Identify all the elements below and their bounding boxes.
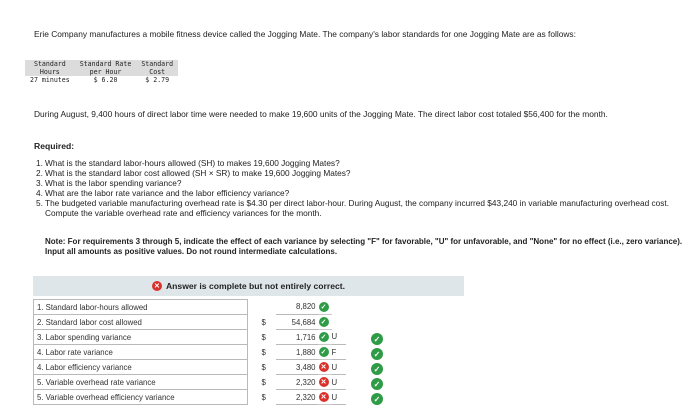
currency-symbol: $	[261, 317, 266, 327]
requirement-4: 4. What are the labor rate variance and the labor efficiency variance?	[36, 188, 290, 198]
answer-input[interactable]: 2,320	[276, 390, 318, 405]
effect-select[interactable]: U	[332, 330, 346, 345]
effect-select[interactable]: U	[332, 375, 346, 390]
std-hours-value: 27 minutes	[30, 76, 70, 84]
answer-input[interactable]: 3,480	[276, 360, 318, 375]
answer-label: 5. Variable overhead efficiency variance	[34, 390, 248, 405]
check-circle-icon: ✓	[371, 393, 383, 405]
std-header-cost: Standard Cost	[136, 60, 178, 76]
currency-symbol: $	[261, 332, 266, 342]
answer-row	[34, 390, 346, 405]
august-facts: During August, 9,400 hours of direct labor time were needed to make 19,600 units of the Jogging Mate. The direct labor cost totaled $56,400 for the month.	[34, 109, 608, 119]
std-header-hours: Standard Hours	[25, 60, 75, 76]
currency-symbol: $	[261, 362, 266, 372]
answer-label: 2. Standard labor cost allowed	[34, 315, 248, 330]
check-circle-icon: ✓	[371, 363, 383, 375]
answer-status-text: Answer is complete but not entirely correct.	[165, 281, 346, 291]
check-circle-icon: ✓	[319, 347, 329, 357]
answer-label: 4. Labor rate variance	[34, 345, 248, 360]
answer-input[interactable]: 8,820	[276, 300, 318, 315]
x-circle-icon: ✕	[319, 362, 329, 372]
answer-input[interactable]: 1,880	[276, 345, 318, 360]
effect-checks	[371, 333, 383, 408]
requirement-5: 5. The budgeted variable manufacturing overhead rate is $4.30 per direct labor-hour. During August, the company incurred $43,240 in variable manufacturing overhead cost. Compute the variable overhead rate and efficiency variances for the month.	[36, 198, 670, 218]
answer-row	[34, 330, 346, 345]
requirements-list	[36, 158, 676, 218]
currency-symbol	[262, 300, 276, 315]
check-circle-icon: ✓	[371, 333, 383, 345]
standards-table	[25, 60, 178, 85]
requirement-1: 1. What is the standard labor-hours allowed (SH) to makes 19,600 Jogging Mates?	[36, 158, 340, 168]
effect-select[interactable]: U	[332, 390, 346, 405]
effect-select[interactable]: F	[332, 345, 346, 360]
answer-input[interactable]: 2,320	[276, 375, 318, 390]
std-header-rate: Standard Rate per Hour	[75, 60, 137, 76]
problem-intro: Erie Company manufactures a mobile fitness device called the Jogging Mate. The company's labor standards for one Jogging Mate are as follows:	[34, 29, 576, 39]
effect-select[interactable]: U	[332, 360, 346, 375]
answer-row	[34, 345, 346, 360]
answer-input[interactable]: 54,684	[276, 315, 318, 330]
answer-label: 1. Standard labor-hours allowed	[34, 300, 248, 315]
answer-row	[34, 360, 346, 375]
required-heading: Required:	[34, 141, 75, 151]
requirement-2: 2. What is the standard labor cost allowed (SH × SR) to make 19,600 Jogging Mates?	[36, 168, 351, 178]
check-circle-icon: ✓	[319, 332, 329, 342]
std-cost-value: $ 2.79	[145, 76, 170, 84]
answer-input[interactable]: 1,716	[276, 330, 318, 345]
answer-row	[34, 375, 346, 390]
std-rate-value: $ 6.20	[93, 76, 118, 84]
answer-label: 4. Labor efficiency variance	[34, 360, 248, 375]
x-circle-icon: ✕	[319, 377, 329, 387]
currency-symbol: $	[261, 377, 266, 387]
check-circle-icon: ✓	[371, 348, 383, 360]
answer-label: 5. Variable overhead rate variance	[34, 375, 248, 390]
effect-select[interactable]	[332, 315, 346, 330]
answer-table	[33, 299, 346, 405]
check-circle-icon: ✓	[371, 378, 383, 390]
answer-status-bar	[33, 276, 464, 296]
x-circle-icon: ✕	[152, 281, 162, 291]
answer-label: 3. Labor spending variance	[34, 330, 248, 345]
x-circle-icon: ✕	[319, 392, 329, 402]
currency-symbol: $	[261, 347, 266, 357]
answer-row	[34, 300, 346, 315]
check-circle-icon: ✓	[319, 302, 329, 312]
check-circle-icon: ✓	[319, 317, 329, 327]
requirement-3: 3. What is the labor spending variance?	[36, 178, 182, 188]
answer-row	[34, 315, 346, 330]
instructions-note: Note: For requirements 3 through 5, indicate the effect of each variance by selecting "F" for favorable, "U" for unfavorable, and "None" for no effect (i.e., zero variance). Input all amounts as positive values. Do not round intermediate calculations.	[45, 237, 683, 256]
currency-symbol: $	[261, 392, 266, 402]
effect-select[interactable]	[332, 300, 346, 315]
